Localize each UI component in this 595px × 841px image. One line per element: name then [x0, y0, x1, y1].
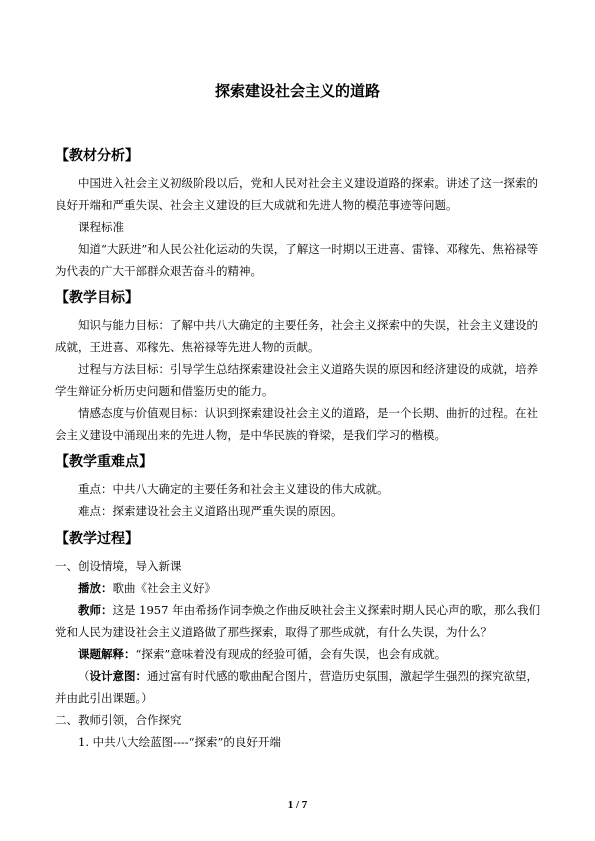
design-label: 设计意图： [89, 669, 147, 683]
goal-process: 过程与方法目标：引导学生总结探索建设社会主义道路失误的原因和经济建设的成就，培养学生辩证分析历史问题和借鉴历史的能力。 [55, 362, 538, 398]
key-point: 重点：中共八大确定的主要任务和社会主义建设的伟大成就。 [78, 482, 389, 496]
design-intent-paragraph [55, 665, 545, 709]
explain-text: “探索”意味着没有现成的经验可循，会有失误，也会有成就。 [135, 647, 447, 661]
curriculum-standard-paragraph: 知道“大跃进”和人民公社化运动的失误，了解这一时期以王进喜、雷锋、邓稼先、焦裕禄等为代表的广大干部群众艰苦奋斗的精神。 [55, 242, 539, 278]
step-two: 二、教师引领，合作探究 [55, 713, 182, 727]
teacher-paragraph [55, 599, 545, 643]
play-text: 歌曲《社会主义好》 [112, 581, 216, 595]
page-number: 1 / 7 [287, 799, 308, 811]
teacher-text: 这是 1957 年由希扬作词李焕之作曲反映社会主义探索时期人民心声的歌，那么我们党和人民为建设社会主义道路做了那些探索，取得了那些成就，有什么失误，为什么？ [55, 603, 541, 639]
play-label: 播放： [78, 581, 113, 595]
explain-label: 课题解释： [78, 647, 136, 661]
teacher-label: 教师： [78, 603, 113, 617]
explain-line [78, 643, 446, 665]
curriculum-standard-label: 课程标准 [78, 220, 124, 234]
heading-process: 【教学过程】 [55, 531, 139, 547]
analysis-paragraph: 中国进入社会主义初级阶段以后，党和人民对社会主义建设道路的探索。讲述了这一探索的良好开端和严重失误、社会主义建设的巨大成就和先进人物的模范事迹等问题。 [55, 176, 538, 212]
goal-attitude: 情感态度与价值观目标：认识到探索建设社会主义的道路，是一个长期、曲折的过程。在社会主义建设中涌现出来的先进人物，是中华民族的脊梁，是我们学习的楷模。 [55, 406, 538, 442]
design-text: 通过富有时代感的歌曲配合图片，营造历史氛围，激起学生强烈的探究欲望，并由此引出课题。） [55, 669, 538, 705]
goal-knowledge: 知识与能力目标：了解中共八大确定的主要任务，社会主义探索中的失误，社会主义建设的成就，王进喜、邓稼先、焦裕禄等先进人物的贡献。 [55, 318, 538, 354]
play-line [78, 577, 216, 599]
document-title: 探索建设社会主义的道路 [214, 82, 380, 100]
item-one: 1. 中共八大绘蓝图----“探索”的良好开端 [78, 735, 281, 749]
difficult-point: 难点：探索建设社会主义道路出现严重失误的原因。 [78, 504, 343, 518]
heading-analysis: 【教材分析】 [55, 148, 139, 164]
heading-goals: 【教学目标】 [55, 290, 139, 306]
heading-keypoints: 【教学重难点】 [55, 454, 153, 470]
design-open-paren: （ [78, 669, 90, 683]
step-one: 一、创设情境，导入新课 [55, 559, 182, 573]
